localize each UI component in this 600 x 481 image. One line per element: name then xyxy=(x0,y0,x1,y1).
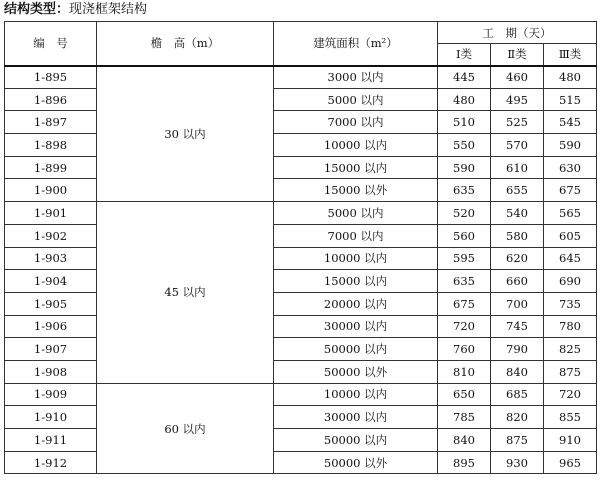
cell-area: 50000 以内 xyxy=(274,338,438,361)
table-row xyxy=(5,315,597,338)
cell-area: 3000 以内 xyxy=(274,66,438,89)
cell-class-3: 545 xyxy=(544,111,597,134)
cell-class-1: 840 xyxy=(438,429,491,452)
cell-class-1: 510 xyxy=(438,111,491,134)
cell-class-1: 760 xyxy=(438,338,491,361)
cell-area: 15000 以外 xyxy=(274,179,438,202)
cell-class-1: 635 xyxy=(438,179,491,202)
cell-class-2: 745 xyxy=(491,315,544,338)
table-row xyxy=(5,202,597,225)
cell-class-3: 630 xyxy=(544,156,597,179)
cell-class-2: 570 xyxy=(491,134,544,157)
table-row xyxy=(5,429,597,452)
cell-code: 1-908 xyxy=(5,360,97,383)
table-row xyxy=(5,66,597,89)
cell-class-3: 875 xyxy=(544,360,597,383)
cell-area: 7000 以内 xyxy=(274,111,438,134)
cell-class-2: 460 xyxy=(491,66,544,89)
cell-area: 10000 以内 xyxy=(274,247,438,270)
cell-area: 50000 以外 xyxy=(274,451,438,474)
cell-class-3: 965 xyxy=(544,451,597,474)
cell-class-2: 660 xyxy=(491,270,544,293)
cell-area: 15000 以内 xyxy=(274,156,438,179)
cell-code: 1-900 xyxy=(5,179,97,202)
cell-class-3: 645 xyxy=(544,247,597,270)
cell-class-3: 825 xyxy=(544,338,597,361)
cell-area: 5000 以内 xyxy=(274,88,438,111)
cell-class-1: 785 xyxy=(438,406,491,429)
cell-class-1: 675 xyxy=(438,292,491,315)
table-row xyxy=(5,338,597,361)
table-row xyxy=(5,111,597,134)
cell-code: 1-895 xyxy=(5,66,97,89)
construction-period-table xyxy=(4,21,597,474)
cell-class-1: 560 xyxy=(438,224,491,247)
cell-class-1: 595 xyxy=(438,247,491,270)
cell-area: 10000 以内 xyxy=(274,134,438,157)
table-row xyxy=(5,451,597,474)
cell-area: 50000 以内 xyxy=(274,429,438,452)
cell-area: 50000 以外 xyxy=(274,360,438,383)
table-row xyxy=(5,292,597,315)
cell-code: 1-910 xyxy=(5,406,97,429)
cell-class-3: 515 xyxy=(544,88,597,111)
table-row xyxy=(5,247,597,270)
cell-class-3: 720 xyxy=(544,383,597,406)
cell-code: 1-896 xyxy=(5,88,97,111)
cell-class-2: 930 xyxy=(491,451,544,474)
header-eave-height: 檐 高（m） xyxy=(97,22,274,66)
cell-class-3: 780 xyxy=(544,315,597,338)
cell-class-1: 480 xyxy=(438,88,491,111)
cell-class-2: 620 xyxy=(491,247,544,270)
cell-area: 7000 以内 xyxy=(274,224,438,247)
cell-class-1: 895 xyxy=(438,451,491,474)
cell-area: 20000 以内 xyxy=(274,292,438,315)
cell-class-2: 540 xyxy=(491,202,544,225)
cell-code: 1-899 xyxy=(5,156,97,179)
header-class-3: Ⅲ类 xyxy=(544,44,597,66)
cell-class-2: 495 xyxy=(491,88,544,111)
header-class-1: Ⅰ类 xyxy=(438,44,491,66)
cell-area: 30000 以内 xyxy=(274,315,438,338)
table-row xyxy=(5,88,597,111)
cell-code: 1-907 xyxy=(5,338,97,361)
table-row xyxy=(5,406,597,429)
cell-class-1: 445 xyxy=(438,66,491,89)
caption-value: 现浇框架结构 xyxy=(69,2,148,17)
cell-class-3: 565 xyxy=(544,202,597,225)
cell-class-1: 635 xyxy=(438,270,491,293)
cell-code: 1-909 xyxy=(5,383,97,406)
header-code: 编 号 xyxy=(5,22,97,66)
cell-class-1: 650 xyxy=(438,383,491,406)
cell-class-3: 735 xyxy=(544,292,597,315)
cell-class-1: 720 xyxy=(438,315,491,338)
cell-code: 1-906 xyxy=(5,315,97,338)
cell-class-3: 690 xyxy=(544,270,597,293)
cell-class-2: 700 xyxy=(491,292,544,315)
table-row xyxy=(5,224,597,247)
cell-code: 1-897 xyxy=(5,111,97,134)
cell-code: 1-898 xyxy=(5,134,97,157)
cell-class-3: 590 xyxy=(544,134,597,157)
cell-class-3: 675 xyxy=(544,179,597,202)
cell-class-2: 580 xyxy=(491,224,544,247)
table-row xyxy=(5,360,597,383)
cell-code: 1-904 xyxy=(5,270,97,293)
header-area: 建筑面积（m²） xyxy=(274,22,438,66)
cell-class-3: 480 xyxy=(544,66,597,89)
cell-class-2: 790 xyxy=(491,338,544,361)
cell-class-2: 875 xyxy=(491,429,544,452)
table-body xyxy=(5,66,597,474)
cell-area: 5000 以内 xyxy=(274,202,438,225)
table-row xyxy=(5,270,597,293)
cell-class-2: 610 xyxy=(491,156,544,179)
table-header xyxy=(5,22,597,66)
table-row xyxy=(5,179,597,202)
caption-label: 结构类型： xyxy=(4,2,70,17)
cell-class-2: 685 xyxy=(491,383,544,406)
cell-code: 1-912 xyxy=(5,451,97,474)
table-row xyxy=(5,156,597,179)
cell-class-3: 855 xyxy=(544,406,597,429)
cell-eave-height: 45 以内 xyxy=(97,202,274,384)
cell-area: 30000 以内 xyxy=(274,406,438,429)
cell-class-1: 810 xyxy=(438,360,491,383)
cell-area: 15000 以内 xyxy=(274,270,438,293)
cell-class-2: 525 xyxy=(491,111,544,134)
table-row xyxy=(5,134,597,157)
cell-class-2: 820 xyxy=(491,406,544,429)
cell-class-2: 655 xyxy=(491,179,544,202)
header-period: 工 期（天） xyxy=(438,22,597,44)
cell-eave-height: 60 以内 xyxy=(97,383,274,474)
table-row xyxy=(5,383,597,406)
cell-class-1: 550 xyxy=(438,134,491,157)
cell-class-1: 590 xyxy=(438,156,491,179)
cell-code: 1-902 xyxy=(5,224,97,247)
cell-area: 10000 以内 xyxy=(274,383,438,406)
header-class-2: Ⅱ类 xyxy=(491,44,544,66)
structure-type-caption xyxy=(4,0,147,20)
cell-code: 1-905 xyxy=(5,292,97,315)
cell-code: 1-903 xyxy=(5,247,97,270)
cell-eave-height: 30 以内 xyxy=(97,66,274,202)
cell-class-3: 910 xyxy=(544,429,597,452)
cell-class-3: 605 xyxy=(544,224,597,247)
cell-code: 1-911 xyxy=(5,429,97,452)
cell-code: 1-901 xyxy=(5,202,97,225)
cell-class-2: 840 xyxy=(491,360,544,383)
cell-class-1: 520 xyxy=(438,202,491,225)
